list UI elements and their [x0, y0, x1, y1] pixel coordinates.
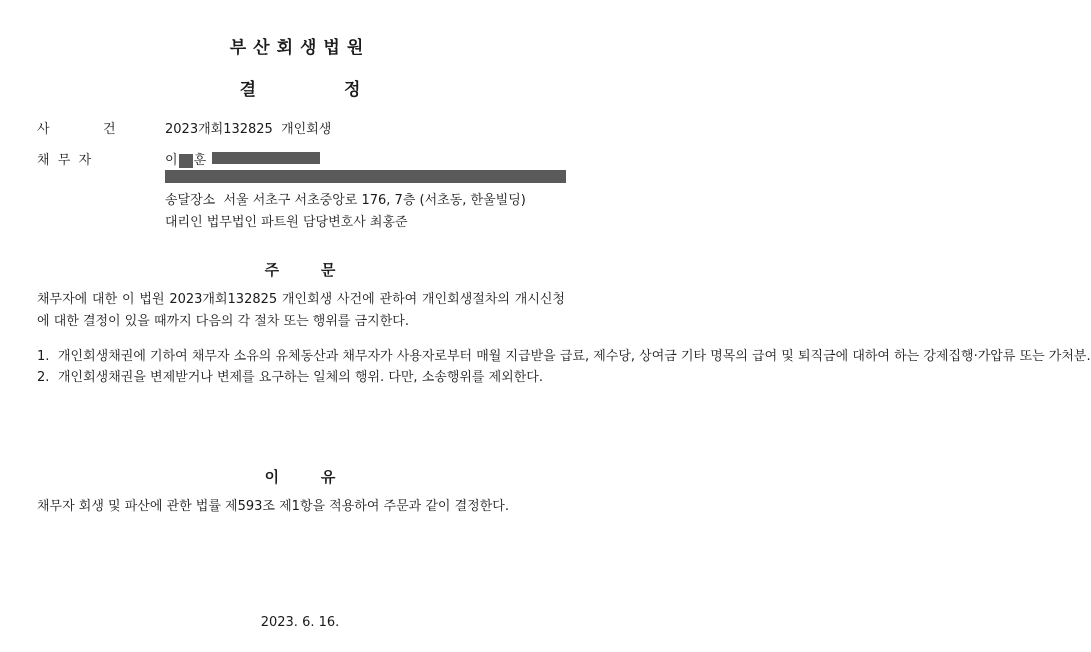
order-text: 채무자에 대한 이 법원 2023개회132825 개인회생 사건에 관하여 개인회생절차의 개시신청에 대한 결정이 있을 때까지 다음의 각 절차 또는 행위를 금지한다.: [37, 292, 565, 329]
order-item-text: 개인회생채권을 변제받거나 변제를 요구하는 일체의 행위. 다만, 소송행위를 제외한다.: [58, 370, 543, 385]
reason-heading: 이 유: [264, 468, 336, 486]
reason-text: 채무자 회생 및 파산에 관한 법률 제593조 제1항을 적용하여 주문과 같이 결정한다.: [37, 499, 509, 514]
document-type-title: [0, 75, 600, 100]
redacted-address: [165, 170, 566, 183]
doc-type-char-1: 결: [239, 80, 256, 100]
order-item-number: 1.: [37, 349, 50, 364]
legal-agent: 대리인 법무법인 파트원 담당변호사 최홍준: [165, 215, 408, 230]
order-item: [37, 367, 565, 388]
debtor-name: [165, 149, 206, 168]
doc-type-char-2: 정: [344, 80, 361, 100]
case-label-char-2: 건: [103, 122, 116, 137]
debtor-label: 채 무 자: [37, 153, 92, 168]
order-heading: 주 문: [264, 261, 336, 279]
order-items: [37, 346, 1091, 388]
order-item-text: 개인회생채권에 기하여 채무자 소유의 유체동산과 채무자가 사용자로부터 매월 지급받을 급료, 제수당, 상여금 기타 명목의 급여 및 퇴직금에 대하여 하는 강제집행·가압류 또는 가처분.: [58, 349, 1091, 364]
order-item: [37, 346, 1091, 367]
case-label: [37, 118, 116, 137]
case-label-char-1: 사: [37, 122, 50, 137]
order-item-number: 2.: [37, 370, 50, 385]
service-address: 송달장소 서울 서초구 서초중앙로 176, 7층 (서초동, 한울빌딩): [165, 193, 526, 208]
court-name: 부산회생법원: [229, 38, 371, 58]
case-number: 2023개회132825 개인회생: [165, 122, 332, 137]
redaction-block: [179, 154, 193, 168]
debtor-name-last: 훈: [193, 153, 207, 168]
redacted-debtor-info: [212, 152, 320, 164]
decision-date: 2023. 6. 16.: [260, 615, 340, 630]
debtor-name-first: 이: [165, 153, 178, 168]
